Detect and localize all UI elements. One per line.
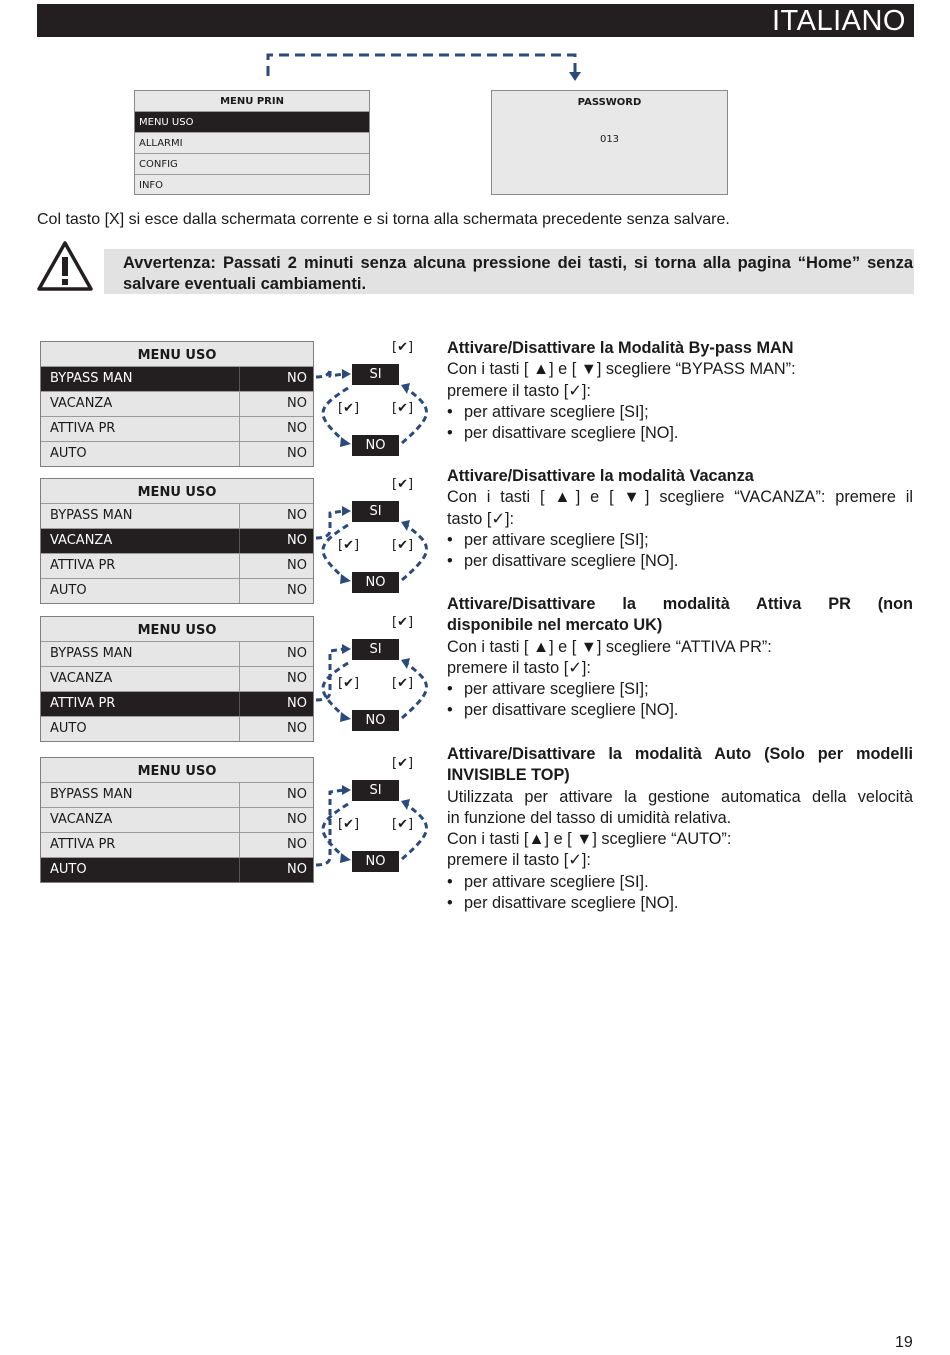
section-heading: disponibile nel mercato UK)	[447, 616, 663, 635]
menu-title: MENU USO	[137, 485, 217, 500]
section-heading: Attivare/Disattivare la modalità Auto (Solo per modelli	[447, 745, 913, 763]
menu-row[interactable]	[41, 716, 313, 741]
confirm-check-icon: [✔]	[338, 538, 360, 553]
section-line: Utilizzata per attivare la gestione automatica della velocità	[447, 787, 913, 806]
confirm-check-icon: [✔]	[392, 676, 414, 691]
section-bullet: • per attivare scegliere [SI];	[447, 679, 913, 700]
menu-row-value: NO	[239, 367, 313, 391]
section-heading: Attivare/Disattivare la modalità Attiva PR (non	[447, 595, 913, 613]
menu-row-label: VACANZA	[50, 812, 113, 827]
menu-row[interactable]	[41, 691, 313, 716]
menu-row-value: NO	[239, 529, 313, 553]
menu-uso-screen	[40, 341, 314, 467]
confirm-check-icon: [✔]	[392, 401, 414, 416]
menu-row-value: NO	[239, 554, 313, 578]
section-vacanza	[447, 466, 913, 572]
menu-uso-screen	[40, 757, 314, 883]
menu-row-value: NO	[239, 717, 313, 741]
flow-arrow-icon	[260, 48, 590, 84]
menu-prin-item[interactable]: INFO	[135, 174, 369, 195]
confirm-check-icon: [✔]	[338, 401, 360, 416]
warning-text: Avvertenza: Passati 2 minuti senza alcuna pressione dei tasti, si torna alla pagina “Home” senza salvare eventuali cambiamenti.	[123, 254, 913, 293]
no-option-box[interactable]: NO	[352, 572, 399, 593]
section-bullet: • per attivare scegliere [SI];	[447, 402, 913, 423]
menu-row[interactable]	[41, 503, 313, 528]
section-bypass	[447, 338, 913, 444]
section-line: premere il tasto [✓]:	[447, 658, 591, 677]
confirm-check-icon: [✔]	[392, 477, 414, 492]
menu-row-label: BYPASS MAN	[50, 508, 133, 523]
menu-row-label: AUTO	[50, 721, 87, 736]
no-option-box[interactable]: NO	[352, 710, 399, 731]
section-line: premere il tasto [✓]:	[447, 381, 591, 400]
page-number: 19	[895, 1334, 913, 1351]
menu-row[interactable]	[41, 666, 313, 691]
menu-title: MENU USO	[137, 764, 217, 779]
menu-row[interactable]	[41, 553, 313, 578]
menu-row[interactable]	[41, 441, 313, 466]
section-attiva-pr	[447, 594, 913, 722]
menu-uso-screen	[40, 616, 314, 742]
screen-title: MENU PRIN	[220, 96, 284, 107]
menu-prin-screen	[134, 90, 370, 195]
language-header-bar	[37, 4, 914, 37]
si-option-box[interactable]: SI	[352, 780, 399, 801]
menu-row-value: NO	[239, 858, 313, 882]
section-line: Con i tasti [ ▲] e [ ▼] scegliere “VACANZA”: premere il	[447, 488, 913, 507]
no-option-box[interactable]: NO	[352, 435, 399, 456]
menu-row-label: VACANZA	[50, 671, 113, 686]
screen-title: PASSWORD	[577, 97, 642, 108]
menu-row-label: VACANZA	[50, 396, 113, 411]
menu-row-label: VACANZA	[50, 533, 113, 548]
section-bullet: • per disattivare scegliere [NO].	[447, 700, 913, 721]
section-line: tasto [✓]:	[447, 509, 515, 528]
menu-row[interactable]	[41, 416, 313, 441]
intro-text: Col tasto [X] si esce dalla schermata corrente e si torna alla schermata precedente senza salvare.	[37, 211, 730, 228]
no-option-box[interactable]: NO	[352, 851, 399, 872]
menu-row-value: NO	[239, 417, 313, 441]
menu-row-label: AUTO	[50, 583, 87, 598]
menu-row-label: ATTIVA PR	[50, 421, 116, 436]
menu-row-value: NO	[239, 392, 313, 416]
confirm-check-icon: [✔]	[392, 756, 414, 771]
menu-row-label: AUTO	[50, 446, 87, 461]
section-bullet: • per disattivare scegliere [NO].	[447, 893, 913, 914]
menu-uso-screen	[40, 478, 314, 604]
section-bullet: • per attivare scegliere [SI];	[447, 530, 913, 551]
menu-row[interactable]	[41, 857, 313, 882]
confirm-check-icon: [✔]	[392, 538, 414, 553]
menu-row-value: NO	[239, 692, 313, 716]
menu-row-value: NO	[239, 783, 313, 807]
si-option-box[interactable]: SI	[352, 501, 399, 522]
menu-row-value: NO	[239, 504, 313, 528]
confirm-check-icon: [✔]	[338, 817, 360, 832]
menu-prin-item[interactable]: CONFIG	[135, 153, 369, 174]
menu-row-value: NO	[239, 808, 313, 832]
menu-title: MENU USO	[137, 348, 217, 363]
menu-row[interactable]	[41, 641, 313, 666]
menu-row-label: BYPASS MAN	[50, 371, 133, 386]
si-option-box[interactable]: SI	[352, 364, 399, 385]
selection-flow-arrows-icon	[310, 338, 440, 478]
section-bullet: • per attivare scegliere [SI].	[447, 872, 913, 893]
menu-row[interactable]	[41, 391, 313, 416]
section-heading: Attivare/Disattivare la Modalità By-pass MAN	[447, 339, 794, 357]
section-heading: Attivare/Disattivare la modalità Vacanza	[447, 467, 754, 485]
selection-flow-arrows-icon	[310, 475, 440, 615]
section-line: Con i tasti [ ▲] e [ ▼] scegliere “BYPASS MAN”:	[447, 360, 796, 379]
menu-row-value: NO	[239, 442, 313, 466]
menu-row-value: NO	[239, 667, 313, 691]
section-auto	[447, 744, 913, 914]
section-line: in funzione del tasso di umidità relativa.	[447, 808, 732, 827]
menu-row-value: NO	[239, 579, 313, 603]
language-title: ITALIANO	[772, 5, 906, 37]
menu-row-value: NO	[239, 642, 313, 666]
section-heading: INVISIBLE TOP)	[447, 766, 570, 785]
menu-row-label: BYPASS MAN	[50, 787, 133, 802]
confirm-check-icon: [✔]	[338, 676, 360, 691]
section-bullet: • per disattivare scegliere [NO].	[447, 423, 913, 444]
selection-flow-arrows-icon	[310, 754, 440, 894]
menu-row[interactable]	[41, 832, 313, 857]
menu-row[interactable]	[41, 528, 313, 553]
menu-prin-item[interactable]: MENU USO	[135, 111, 369, 132]
menu-row[interactable]	[41, 578, 313, 603]
section-line: Con i tasti [▲] e [ ▼] scegliere “AUTO”:	[447, 830, 732, 849]
confirm-check-icon: [✔]	[392, 615, 414, 630]
confirm-check-icon: [✔]	[392, 340, 414, 355]
menu-prin-item[interactable]: ALLARMI	[135, 132, 369, 153]
password-value: 013	[599, 134, 620, 145]
section-bullet: • per disattivare scegliere [NO].	[447, 551, 913, 572]
menu-title: MENU USO	[137, 623, 217, 638]
confirm-check-icon: [✔]	[392, 817, 414, 832]
menu-row-label: ATTIVA PR	[50, 837, 116, 852]
menu-row[interactable]	[41, 782, 313, 807]
selection-flow-arrows-icon	[310, 613, 440, 753]
menu-row-label: ATTIVA PR	[50, 696, 116, 711]
menu-row-label: AUTO	[50, 862, 87, 877]
si-option-box[interactable]: SI	[352, 639, 399, 660]
warning-triangle-icon	[37, 240, 93, 292]
section-line: premere il tasto [✓]:	[447, 851, 591, 870]
menu-row-label: BYPASS MAN	[50, 646, 133, 661]
section-line: Con i tasti [ ▲] e [ ▼] scegliere “ATTIVA PR”:	[447, 637, 772, 656]
menu-row-label: ATTIVA PR	[50, 558, 116, 573]
password-screen	[491, 90, 728, 195]
menu-row-value: NO	[239, 833, 313, 857]
menu-row[interactable]	[41, 807, 313, 832]
menu-row[interactable]	[41, 366, 313, 391]
